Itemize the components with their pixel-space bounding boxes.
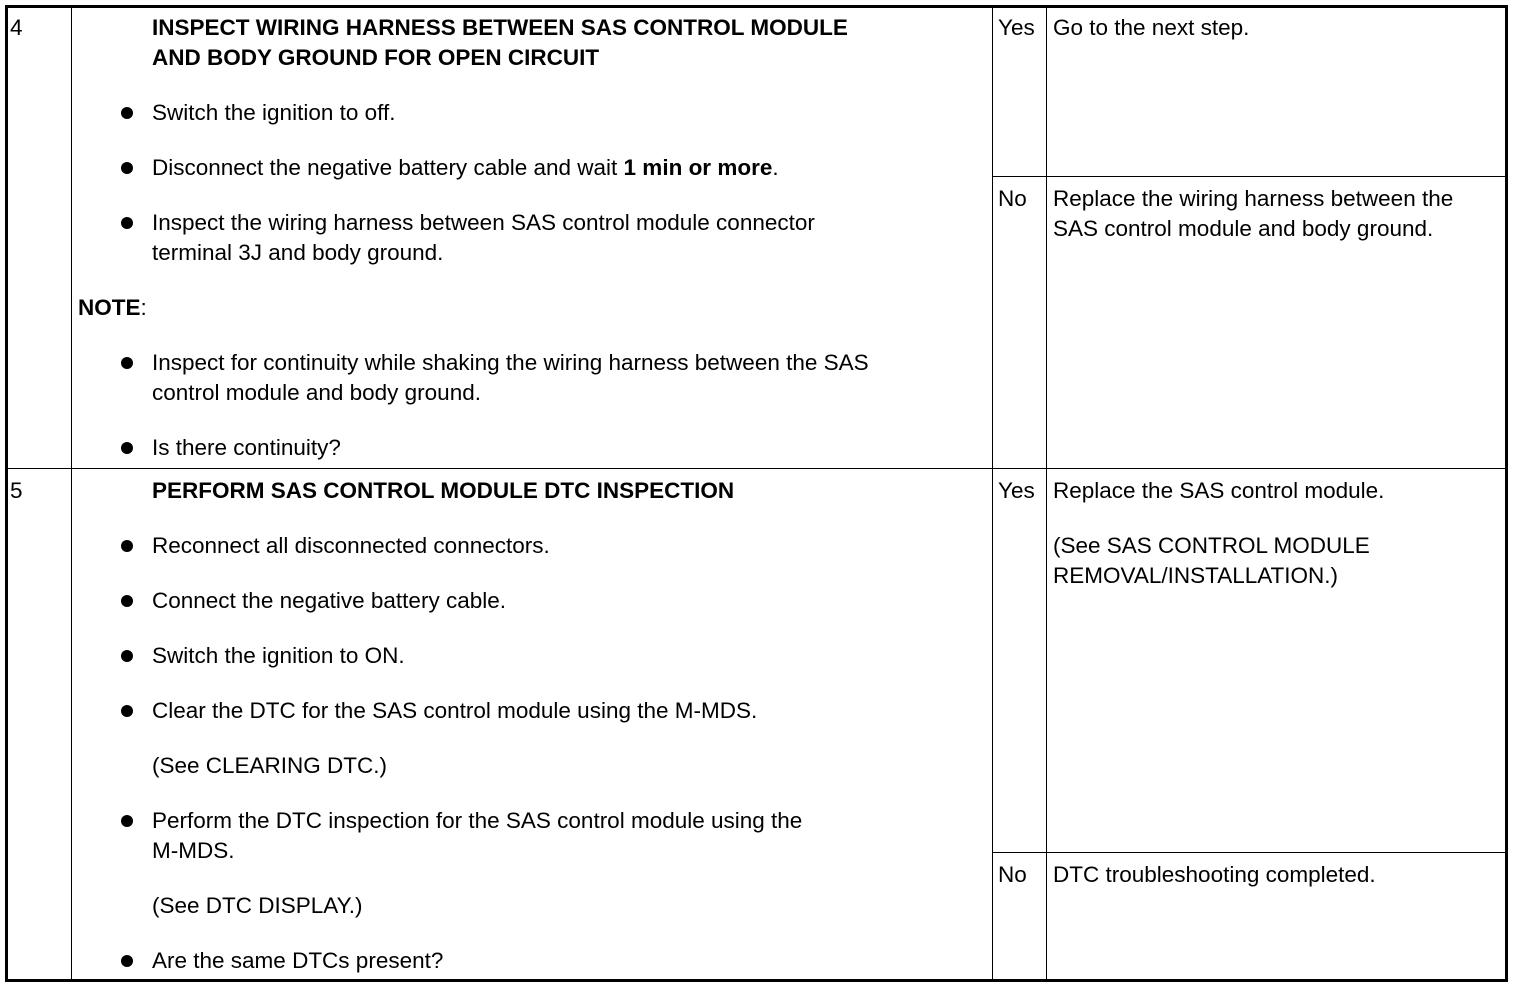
instruction-text: Perform the DTC inspection for the SAS control module using the — [152, 808, 803, 833]
column-divider — [1046, 8, 1047, 979]
yes-reference: REMOVAL/INSTALLATION.) — [1053, 563, 1339, 588]
yes-no-divider — [992, 852, 1505, 853]
step-number: 5 — [10, 478, 23, 503]
reference-link-text: (See DTC DISPLAY.) — [152, 893, 363, 918]
instruction-text: Switch the ignition to off. — [152, 100, 396, 125]
yes-no-divider — [992, 176, 1505, 177]
bullet-icon — [121, 705, 133, 717]
instruction-text: Reconnect all disconnected connectors. — [152, 533, 550, 558]
instruction-text: Inspect the wiring harness between SAS control module connector — [152, 210, 815, 235]
bullet-icon — [121, 442, 133, 454]
instruction-text: Connect the negative battery cable. — [152, 588, 506, 613]
instruction-text: Disconnect the negative battery cable and wait 1 min or more. — [152, 155, 779, 180]
bullet-icon — [121, 357, 133, 369]
instruction-text: Switch the ignition to ON. — [152, 643, 405, 668]
bullet-icon — [121, 815, 133, 827]
instruction-text: Is there continuity? — [152, 435, 341, 460]
yes-action: Go to the next step. — [1053, 15, 1250, 40]
no-action: Replace the wiring harness between the — [1053, 186, 1454, 211]
bullet-icon — [121, 217, 133, 229]
bullet-icon — [121, 595, 133, 607]
column-divider — [71, 8, 72, 979]
instruction-text: control module and body ground. — [152, 380, 481, 405]
yes-label: Yes — [998, 15, 1035, 40]
bullet-icon — [121, 162, 133, 174]
yes-action: Replace the SAS control module. — [1053, 478, 1385, 503]
instruction-text: terminal 3J and body ground. — [152, 240, 444, 265]
instruction-text: Clear the DTC for the SAS control module using the M-MDS. — [152, 698, 758, 723]
bullet-icon — [121, 540, 133, 552]
step-title: PERFORM SAS CONTROL MODULE DTC INSPECTION — [152, 478, 735, 503]
column-divider — [992, 8, 993, 979]
row-divider — [8, 468, 1505, 469]
no-label: No — [998, 186, 1027, 211]
yes-label: Yes — [998, 478, 1035, 503]
bullet-icon — [121, 107, 133, 119]
no-label: No — [998, 862, 1027, 887]
instruction-text: M-MDS. — [152, 838, 235, 863]
bullet-icon — [121, 650, 133, 662]
note-label: NOTE: — [78, 295, 147, 320]
step-title: INSPECT WIRING HARNESS BETWEEN SAS CONTROL MODULE — [152, 15, 848, 40]
no-action: DTC troubleshooting completed. — [1053, 862, 1376, 887]
bullet-icon — [121, 955, 133, 967]
instruction-text: Inspect for continuity while shaking the wiring harness between the SAS — [152, 350, 869, 375]
step-number: 4 — [10, 15, 23, 40]
instruction-text: Are the same DTCs present? — [152, 948, 444, 973]
no-action: SAS control module and body ground. — [1053, 216, 1434, 241]
reference-link-text: (See CLEARING DTC.) — [152, 753, 388, 778]
yes-reference: (See SAS CONTROL MODULE — [1053, 533, 1370, 558]
step-title: AND BODY GROUND FOR OPEN CIRCUIT — [152, 45, 600, 70]
